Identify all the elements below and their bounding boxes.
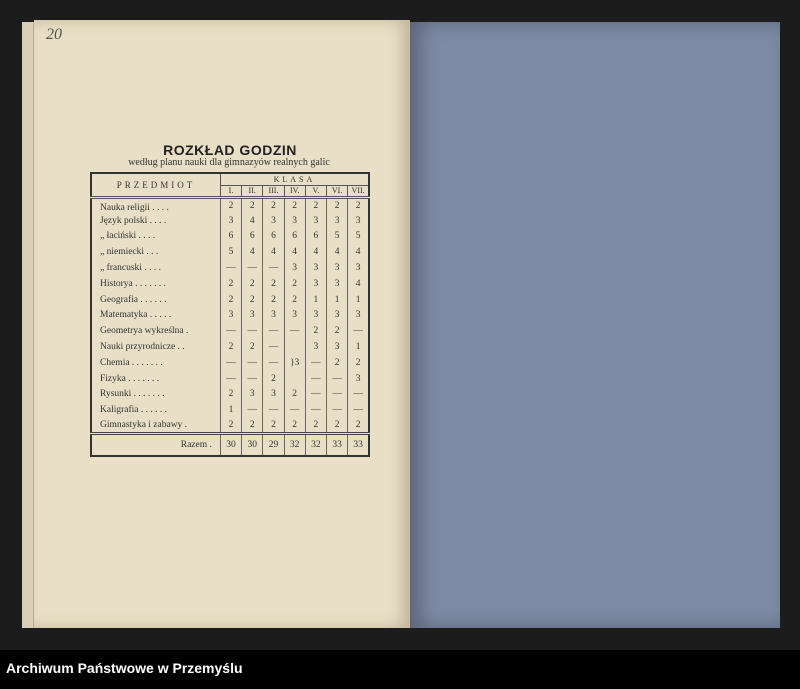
table-row <box>91 402 369 418</box>
total-cell: 33 <box>348 434 369 456</box>
table-row <box>91 260 369 276</box>
hours-cell: — <box>305 402 326 418</box>
page-title: ROZKŁAD GODZIN <box>163 142 297 158</box>
total-cell: 30 <box>242 434 263 456</box>
hours-cell: 2 <box>220 292 241 308</box>
archive-name: Archiwum Państwowe w Przemyślu <box>6 660 243 676</box>
table-row <box>91 418 369 434</box>
subject-name: Fizyka . . . . . . . <box>100 373 160 384</box>
hours-cell: 2 <box>284 292 305 308</box>
class-column-header: VI. <box>326 185 347 197</box>
hours-cell: 4 <box>348 244 369 260</box>
hours-cell: 4 <box>305 244 326 260</box>
subject-name: Rysunki . . . . . . . <box>100 389 165 400</box>
right-page-blank <box>410 22 780 628</box>
hours-cell: 3 <box>305 213 326 229</box>
hours-cell: 2 <box>326 197 347 213</box>
hours-cell: 2 <box>220 387 241 403</box>
hours-cell: — <box>326 387 347 403</box>
hours-cell: 5 <box>326 229 347 245</box>
hours-cell: 2 <box>220 339 241 355</box>
hours-cell: 2 <box>220 418 241 434</box>
hours-cell: 6 <box>242 229 263 245</box>
hours-cell: 4 <box>284 244 305 260</box>
hours-cell: — <box>242 402 263 418</box>
hours-cell: 3 <box>305 260 326 276</box>
class-group-header: KLASA <box>220 173 369 185</box>
hours-cell: 3 <box>220 213 241 229</box>
class-column-header: I. <box>220 185 241 197</box>
hours-cell: 2 <box>242 292 263 308</box>
hours-cell: — <box>242 323 263 339</box>
hours-cell: — <box>284 323 305 339</box>
hours-cell: 3 <box>284 308 305 324</box>
hours-cell: 3 <box>305 276 326 292</box>
hours-cell: 2 <box>242 197 263 213</box>
hours-cell: 3 <box>326 260 347 276</box>
hours-cell: 1 <box>326 292 347 308</box>
hours-cell: — <box>326 402 347 418</box>
hours-cell: — <box>220 355 241 371</box>
page-edges <box>22 22 34 628</box>
hours-cell: — <box>242 260 263 276</box>
table-row <box>91 197 369 213</box>
hours-cell: 6 <box>284 229 305 245</box>
hours-cell: — <box>263 323 284 339</box>
hours-cell: 2 <box>263 292 284 308</box>
total-row <box>91 434 369 456</box>
hours-cell: 2 <box>263 197 284 213</box>
left-page <box>34 20 410 628</box>
hours-cell: 3 <box>242 387 263 403</box>
hours-cell <box>284 371 305 387</box>
hours-cell: 2 <box>263 371 284 387</box>
hours-cell: 2 <box>305 197 326 213</box>
table-row <box>91 371 369 387</box>
hours-cell: 4 <box>242 244 263 260</box>
hours-cell: — <box>220 371 241 387</box>
table-row <box>91 292 369 308</box>
total-cell: 29 <box>263 434 284 456</box>
hours-cell: 2 <box>348 197 369 213</box>
hours-cell: 3 <box>242 308 263 324</box>
hours-cell: 2 <box>326 323 347 339</box>
hours-cell: 1 <box>348 339 369 355</box>
hours-cell: 2 <box>263 276 284 292</box>
hours-cell: 3 <box>326 308 347 324</box>
hours-cell: 4 <box>348 276 369 292</box>
subject-header: PRZEDMIOT <box>91 173 220 197</box>
hours-cell: 2 <box>242 418 263 434</box>
subject-name: Nauki przyrodnicze . . <box>100 342 185 353</box>
hours-cell: 3 <box>326 276 347 292</box>
hours-cell: 2 <box>284 197 305 213</box>
table-row <box>91 276 369 292</box>
hours-cell: — <box>305 371 326 387</box>
hours-cell: — <box>326 371 347 387</box>
hours-cell: 4 <box>326 244 347 260</box>
page-subtitle: według planu nauki dla gimnazyów realnych galic <box>128 157 330 168</box>
subject-name: Kaligrafia . . . . . . <box>100 405 168 416</box>
hours-cell: }3 <box>284 355 305 371</box>
total-cell: 30 <box>220 434 241 456</box>
subject-name: Historya . . . . . . . <box>100 278 166 289</box>
hours-cell: 2 <box>263 418 284 434</box>
table-row <box>91 229 369 245</box>
hours-cell: 6 <box>220 229 241 245</box>
class-column-header: V. <box>305 185 326 197</box>
subject-name: „ francuski . . . . <box>100 263 161 274</box>
hours-cell: 3 <box>348 213 369 229</box>
hours-cell: 3 <box>348 308 369 324</box>
hours-cell: 3 <box>305 308 326 324</box>
table-row <box>91 323 369 339</box>
hours-cell: 2 <box>348 418 369 434</box>
subject-name: Matematyka . . . . . <box>100 310 172 321</box>
total-cell: 33 <box>326 434 347 456</box>
page-number: 20 <box>46 26 62 43</box>
hours-cell: — <box>348 323 369 339</box>
hours-cell: 5 <box>348 229 369 245</box>
total-cell: 32 <box>284 434 305 456</box>
hours-cell: 2 <box>284 276 305 292</box>
hours-cell: 3 <box>263 387 284 403</box>
hours-cell <box>284 339 305 355</box>
class-column-header: IV. <box>284 185 305 197</box>
subject-name: „ niemiecki . . . <box>100 247 159 258</box>
hours-cell: 3 <box>284 213 305 229</box>
table-row <box>91 308 369 324</box>
hours-cell: 2 <box>220 276 241 292</box>
subject-name: Geometrya wykreślna . <box>100 326 189 337</box>
hours-cell: — <box>220 323 241 339</box>
table-row <box>91 213 369 229</box>
subject-name: Geografia . . . . . . <box>100 294 167 305</box>
hours-cell: — <box>305 387 326 403</box>
hours-cell: 1 <box>220 402 241 418</box>
hours-cell: 2 <box>326 355 347 371</box>
archive-footer <box>0 650 800 689</box>
hours-cell: 3 <box>326 213 347 229</box>
total-cell: 32 <box>305 434 326 456</box>
hours-cell: 2 <box>305 418 326 434</box>
hours-cell: 3 <box>348 371 369 387</box>
hours-cell: 2 <box>242 339 263 355</box>
schedule-table <box>90 172 370 457</box>
hours-cell: 3 <box>284 260 305 276</box>
hours-cell: 6 <box>263 229 284 245</box>
hours-cell: 2 <box>284 387 305 403</box>
hours-cell: 1 <box>348 292 369 308</box>
hours-cell: — <box>263 339 284 355</box>
hours-cell: — <box>220 260 241 276</box>
subject-name: Chemia . . . . . . . <box>100 357 163 368</box>
hours-cell: 3 <box>348 260 369 276</box>
hours-cell: 1 <box>305 292 326 308</box>
hours-cell: 3 <box>305 339 326 355</box>
hours-cell: — <box>263 402 284 418</box>
table-row <box>91 387 369 403</box>
hours-cell: — <box>348 402 369 418</box>
class-column-header: III. <box>263 185 284 197</box>
subject-name: Język polski . . . . <box>100 215 167 226</box>
subject-name: „ łaciński . . . . <box>100 231 156 242</box>
hours-cell: 6 <box>305 229 326 245</box>
hours-cell: — <box>305 355 326 371</box>
table-row <box>91 339 369 355</box>
hours-cell: 4 <box>242 213 263 229</box>
hours-cell: 2 <box>348 355 369 371</box>
hours-cell: 2 <box>242 276 263 292</box>
hours-cell: 2 <box>284 418 305 434</box>
subject-name: Nauka religii . . . . <box>100 202 169 213</box>
table-row <box>91 355 369 371</box>
class-column-header: II. <box>242 185 263 197</box>
hours-cell: — <box>263 355 284 371</box>
hours-cell: — <box>284 402 305 418</box>
class-column-header: VII. <box>348 185 369 197</box>
hours-cell: 3 <box>326 339 347 355</box>
hours-cell: 4 <box>263 244 284 260</box>
hours-cell: — <box>242 355 263 371</box>
hours-cell: — <box>242 371 263 387</box>
hours-cell: — <box>263 260 284 276</box>
hours-cell: 2 <box>326 418 347 434</box>
table-row <box>91 244 369 260</box>
total-label: Razem . <box>91 434 220 456</box>
hours-cell: 3 <box>263 213 284 229</box>
hours-cell: 2 <box>305 323 326 339</box>
hours-cell: 2 <box>220 197 241 213</box>
hours-cell: 5 <box>220 244 241 260</box>
hours-cell: 3 <box>220 308 241 324</box>
hours-cell: 3 <box>263 308 284 324</box>
subject-name: Gimnastyka i zabawy . <box>100 420 188 431</box>
hours-cell: — <box>348 387 369 403</box>
